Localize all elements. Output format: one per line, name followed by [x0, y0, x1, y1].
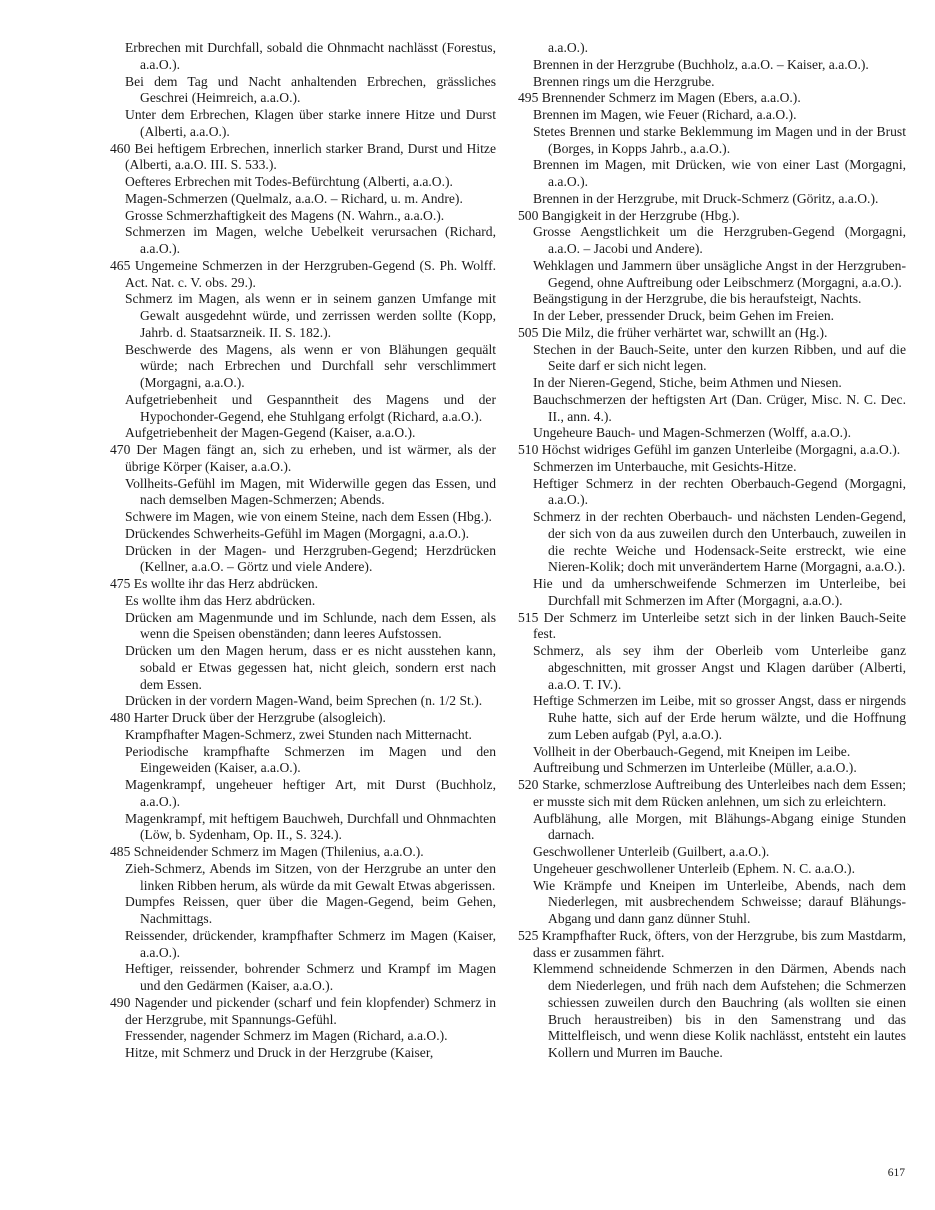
entry-text: Stetes Brennen und starke Beklemmung im Magen und in der Brust (Borges, in Kopps Jahrb., a.a.O.). — [533, 123, 906, 156]
symptom-entry — [110, 744, 496, 778]
entry-text: Reissender, drückender, krampfhafter Schmerz im Magen (Kaiser, a.a.O.). — [125, 927, 496, 960]
symptom-entry — [518, 509, 906, 576]
symptom-entry — [110, 425, 496, 442]
symptom-entry — [110, 191, 496, 208]
symptom-entry — [110, 442, 496, 476]
entry-text: Magenkrampf, mit heftigem Bauchweh, Durchfall und Ohnmachten (Löw, b. Sydenham, Op. II., S. 324.). — [125, 810, 496, 843]
symptom-entry — [110, 844, 496, 861]
entry-text: In der Leber, pressender Druck, beim Gehen im Freien. — [533, 308, 835, 323]
entry-text: Grosse Aengstlichkeit um die Herzgruben-Gegend (Morgagni, a.a.O. – Jacobi und Andere). — [533, 224, 906, 256]
entry-text: Es wollte ihr das Herz abdrücken. — [133, 576, 319, 591]
entry-text: Brennen in der Herzgrube, mit Druck-Schmerz (Göritz, a.a.O.). — [533, 190, 879, 206]
symptom-entry — [518, 258, 906, 292]
symptom-entry — [110, 1028, 496, 1045]
entry-text: Drückendes Schwerheits-Gefühl im Magen (Morgagni, a.a.O.). — [125, 525, 470, 541]
entry-text: a.a.O.). — [548, 40, 589, 55]
symptom-entry — [110, 576, 496, 593]
entry-text: Krampfhafter Ruck, öfters, von der Herzgrube, bis zum Mastdarm, dass er zusammen fährt. — [533, 927, 906, 960]
entry-text: In der Nieren-Gegend, Stiche, beim Athmen und Niesen. — [533, 375, 842, 390]
symptom-entry — [110, 258, 496, 292]
entry-text: Zieh-Schmerz, Abends im Sitzen, von der Herzgrube an unter den linken Ribben herum, als würde da mit Gewalt Etwas abgerissen. — [125, 860, 496, 893]
entry-text: Bei heftigem Erbrechen, innerlich starker Brand, Durst und Hitze (Alberti, a.a.O. III. S. 533.). — [125, 140, 496, 173]
symptom-entry — [518, 74, 906, 91]
symptom-entry — [518, 90, 906, 107]
right-column — [518, 40, 906, 1062]
symptom-entry — [110, 392, 496, 426]
symptom-entry — [110, 224, 496, 258]
entry-text: Brennen in der Herzgrube (Buchholz, a.a.O. – Kaiser, a.a.O.). — [533, 56, 869, 72]
entry-number: 505 — [518, 324, 539, 340]
entry-text: Die Milz, die früher verhärtet war, schwillt an (Hg.). — [541, 324, 828, 340]
entry-text: Unter dem Erbrechen, Klagen über starke innere Hitze und Durst (Alberti, a.a.O.). — [125, 107, 496, 139]
entry-number: 460 — [110, 140, 131, 156]
entry-text: Der Magen fängt an, sich zu erheben, und ist wärmer, als der übrige Körper (Kaiser, a.a.O.). — [125, 442, 496, 474]
entry-text: Stechen in der Bauch-Seite, unter den kurzen Ribben, und auf die Seite darf er sich nicht legen. — [533, 341, 906, 374]
entry-text: Heftige Schmerzen im Leibe, mit so grosser Angst, dass er nirgends Ruhe hatte, sich auf der Erde herum wälzte, und die Hoffnung zum Leben aufgab (Pyl, a.a.O.). — [533, 693, 906, 742]
symptom-entry — [110, 710, 496, 727]
entry-text: Vollheits-Gefühl im Magen, mit Widerwille gegen das Essen, und nach demselben Magen-Schmerzen; Abends. — [125, 475, 496, 508]
entry-text: Ungeheuer geschwollener Unterleib (Ephem. N. C. a.a.O.). — [533, 860, 855, 876]
entry-text: Schmerzen im Unterbauche, mit Gesichts-Hitze. — [533, 458, 797, 474]
entry-number: 490 — [110, 994, 131, 1010]
entry-text: Grosse Schmerzhaftigkeit des Magens (N. Wahrn., a.a.O.). — [125, 207, 445, 223]
entry-text: Magenkrampf, ungeheuer heftiger Art, mit Durst (Buchholz, a.a.O.). — [125, 777, 496, 809]
symptom-entry — [110, 861, 496, 895]
entry-text: Beschwerde des Magens, als wenn er von Blähungen gequält würde; nach Erbrechen und Durchfall sehr verschlimmert (Morgagni, a.a.O.). — [125, 341, 496, 390]
symptom-entry — [518, 844, 906, 861]
entry-text: Beängstigung in der Herzgrube, die bis heraufsteigt, Nachts. — [533, 291, 862, 307]
symptom-entry — [110, 74, 496, 108]
entry-text: Geschwollener Unterleib (Guilbert, a.a.O.). — [533, 844, 770, 859]
entry-number: 475 — [110, 576, 131, 591]
symptom-entry — [110, 894, 496, 928]
symptom-entry — [518, 928, 906, 962]
entry-number: 495 — [518, 90, 539, 106]
symptom-entry — [518, 476, 906, 510]
entry-text: Bangigkeit in der Herzgrube (Hbg.). — [541, 207, 740, 223]
symptom-entry — [518, 208, 906, 225]
symptom-entry — [110, 995, 496, 1029]
entry-number: 485 — [110, 844, 131, 859]
symptom-entry — [110, 811, 496, 845]
entry-text: Wie Krämpfe und Kneipen im Unterleibe, Abends, nach dem Niederlegen, mit ausbrechendem Schweisse; darauf Blähungs-Abgang und dann ganz dünner Stuhl. — [533, 877, 906, 926]
symptom-entry — [518, 610, 906, 644]
symptom-entry — [518, 291, 906, 308]
symptom-entry — [110, 174, 496, 191]
symptom-entry — [110, 476, 496, 510]
entry-text: Erbrechen mit Durchfall, sobald die Ohnmacht nachlässt (Forestus, a.a.O.). — [125, 40, 496, 72]
symptom-entry — [518, 442, 906, 459]
entry-text: Drücken in der vordern Magen-Wand, beim Sprechen (n. 1/2 St.). — [125, 693, 483, 709]
entry-text: Bauchschmerzen der heftigsten Art (Dan. Crüger, Misc. N. C. Dec. II., ann. 4.). — [533, 391, 906, 424]
entry-text: Magen-Schmerzen (Quelmalz, a.a.O. – Richard, u. m. Andre). — [125, 190, 463, 206]
entry-text: Heftiger Schmerz in der rechten Oberbauch-Gegend (Morgagni, a.a.O.). — [533, 475, 906, 508]
symptom-entry — [518, 760, 906, 777]
entry-number: 500 — [518, 207, 539, 223]
entry-text: Ungeheure Bauch- und Magen-Schmerzen (Wolff, a.a.O.). — [533, 425, 851, 441]
symptom-entry — [110, 526, 496, 543]
entry-text: Schwere im Magen, wie von einem Steine, nach dem Essen (Hbg.). — [125, 509, 492, 524]
symptom-entry — [518, 157, 906, 191]
entry-number: 510 — [518, 442, 539, 457]
symptom-entry — [518, 576, 906, 610]
left-column — [110, 40, 496, 1062]
entry-text: Hie und da umherschweifende Schmerzen im Unterleibe, bei Durchfall mit Schmerzen im After (Morgagni, a.a.O.). — [533, 576, 906, 608]
entry-text: Aufgetriebenheit der Magen-Gegend (Kaiser, a.a.O.). — [125, 425, 416, 441]
symptom-entry — [110, 208, 496, 225]
symptom-entry — [518, 961, 906, 1062]
entry-text: Ungemeine Schmerzen in der Herzgruben-Gegend (S. Ph. Wolff. Act. Nat. c. V. obs. 29.). — [125, 257, 497, 290]
entry-number: 470 — [110, 442, 131, 457]
entry-text: Heftiger, reissender, bohrender Schmerz und Krampf im Magen und den Gedärmen (Kaiser, a.a.O.). — [125, 961, 496, 993]
entry-text: Drücken in der Magen- und Herzgruben-Gegend; Herzdrücken (Kellner, a.a.O. – Görtz und viele Andere). — [125, 542, 496, 575]
symptom-entry — [110, 1045, 496, 1062]
entry-text: Krampfhafter Magen-Schmerz, zwei Stunden nach Mitternacht. — [125, 726, 472, 742]
symptom-entry — [518, 459, 906, 476]
symptom-entry — [518, 342, 906, 376]
symptom-entry — [518, 191, 906, 208]
entry-number: 515 — [518, 609, 539, 625]
entry-text: Der Schmerz im Unterleibe setzt sich in der linken Bauch-Seite fest. — [533, 609, 906, 642]
entry-text: Drücken um den Magen herum, dass er es nicht ausstehen kann, sobald er Etwas gegessen hat, nicht gleich, sondern erst nach dem Essen. — [125, 643, 496, 692]
entry-text: Höchst widriges Gefühl im ganzen Unterleibe (Morgagni, a.a.O.). — [541, 442, 901, 457]
symptom-entry — [518, 224, 906, 258]
entry-text: Nagender und pickender (scharf und fein klopfender) Schmerz in der Herzgrube, mit Spannungs-Gefühl. — [125, 994, 496, 1027]
entry-text: Auftreibung und Schmerzen im Unterleibe (Müller, a.a.O.). — [533, 760, 857, 776]
entry-text: Schneidender Schmerz im Magen (Thilenius, a.a.O.). — [133, 844, 424, 859]
symptom-entry — [518, 861, 906, 878]
symptom-entry — [518, 392, 906, 426]
symptom-entry — [518, 375, 906, 392]
symptom-entry — [110, 643, 496, 693]
entry-number: 525 — [518, 927, 539, 943]
entry-number: 480 — [110, 710, 131, 725]
entry-text: Brennen im Magen, mit Drücken, wie von einer Last (Morgagni, a.a.O.). — [533, 157, 906, 189]
symptom-entry — [518, 308, 906, 325]
entry-text: Klemmend schneidende Schmerzen in den Därmen, Abends nach dem Niederlegen, und früh nach dem Aufstehen; die Schmerzen schiessen zuweilen durch den Bauchring (als wollten sie einen Bruch heraustreiben) bis in den Samenstrang und das Mittelfleisch, und wenn diese Kolik nachlässt, entsteht ein lautes Kollern und Murren im Bauche. — [533, 961, 906, 1060]
entry-text: Hitze, mit Schmerz und Druck in der Herzgrube (Kaiser, — [125, 1045, 434, 1060]
symptom-entry — [518, 693, 906, 743]
symptom-entry — [110, 928, 496, 962]
symptom-entry — [518, 878, 906, 928]
entry-text: Schmerzen im Magen, welche Uebelkeit verursachen (Richard, a.a.O.). — [125, 224, 496, 256]
entry-number: 520 — [518, 777, 539, 792]
symptom-entry — [110, 693, 496, 710]
symptom-entry — [110, 610, 496, 644]
entry-text: Wehklagen und Jammern über unsägliche Angst in der Herzgruben-Gegend, ohne Auftreibung oder Leibschmerz (Morgagni, a.a.O.). — [533, 257, 906, 290]
symptom-entry — [518, 777, 906, 811]
symptom-entry — [110, 961, 496, 995]
entry-text: Brennender Schmerz im Magen (Ebers, a.a.O.). — [541, 90, 801, 106]
symptom-entry — [518, 40, 906, 57]
entry-text: Starke, schmerzlose Auftreibung des Unterleibes nach dem Essen; er musste sich mit dem Rücken anlehnen, um sich zu erleichtern. — [533, 777, 906, 809]
entry-text: Es wollte ihm das Herz abdrücken. — [125, 592, 316, 608]
entry-text: Aufgetriebenheit und Gespanntheit des Magens und der Hypochonder-Gegend, ehe Stuhlgang erfolgt (Richard, a.a.O.). — [125, 391, 496, 424]
entry-text: Harter Druck über der Herzgrube (alsogleich). — [133, 710, 386, 725]
symptom-entry — [110, 543, 496, 577]
entry-text: Fressender, nagender Schmerz im Magen (Richard, a.a.O.). — [125, 1028, 448, 1044]
symptom-entry — [110, 727, 496, 744]
symptom-entry — [110, 107, 496, 141]
entry-text: Aufblähung, alle Morgen, mit Blähungs-Abgang einige Stunden darnach. — [533, 810, 906, 843]
page-number: 617 — [887, 1167, 905, 1179]
entry-text: Brennen im Magen, wie Feuer (Richard, a.a.O.). — [533, 107, 797, 122]
symptom-entry — [110, 40, 496, 74]
symptom-entry — [110, 509, 496, 526]
entry-text: Bei dem Tag und Nacht anhaltenden Erbrechen, grässliches Geschrei (Heimreich, a.a.O.). — [125, 73, 496, 106]
symptom-entry — [110, 593, 496, 610]
entry-number: 465 — [110, 257, 131, 273]
symptom-entry — [518, 57, 906, 74]
entry-text: Oefteres Erbrechen mit Todes-Befürchtung (Alberti, a.a.O.). — [125, 174, 453, 189]
symptom-entry — [518, 744, 906, 761]
symptom-entry — [518, 124, 906, 158]
entry-text: Dumpfes Reissen, quer über die Magen-Gegend, beim Gehen, Nachmittags. — [125, 894, 496, 926]
symptom-entry — [518, 643, 906, 693]
entry-text: Schmerz in der rechten Oberbauch- und nächsten Lenden-Gegend, der sich von da aus zuweilen durch den Unterbauch, zuweilen in die rechte Weiche und Hodensack-Seite erstreckt, wie eine Nieren-Kolik; doch mit unverändertem Harne (Morgagni, a.a.O.). — [533, 509, 906, 575]
entry-text: Vollheit in der Oberbauch-Gegend, mit Kneipen im Leibe. — [533, 743, 851, 759]
symptom-entry — [110, 342, 496, 392]
symptom-entry — [110, 291, 496, 341]
entry-text: Schmerz, als sey ihm der Oberleib vom Unterleibe ganz abgeschnitten, mit grosser Angst und Klagen darüber (Alberti, a.a.O. T. IV.). — [533, 643, 906, 692]
symptom-entry — [110, 777, 496, 811]
entry-text: Schmerz im Magen, als wenn er in seinem ganzen Umfange mit Gewalt ausgedehnt würde, und zerrissen werden sollte (Kopp, Jahrb. d. Staatsarzneik. II. S. 182.). — [125, 291, 496, 340]
entry-text: Drücken am Magenmunde und im Schlunde, nach dem Essen, als wenn die Speisen obenständen; dann leeres Aufstossen. — [125, 609, 496, 642]
symptom-entry — [518, 325, 906, 342]
symptom-entry — [518, 811, 906, 845]
symptom-entry — [518, 107, 906, 124]
entry-text: Periodische krampfhafte Schmerzen im Magen und den Eingeweiden (Kaiser, a.a.O.). — [125, 743, 496, 776]
symptom-entry — [518, 425, 906, 442]
entry-text: Brennen rings um die Herzgrube. — [533, 73, 715, 89]
symptom-entry — [110, 141, 496, 175]
